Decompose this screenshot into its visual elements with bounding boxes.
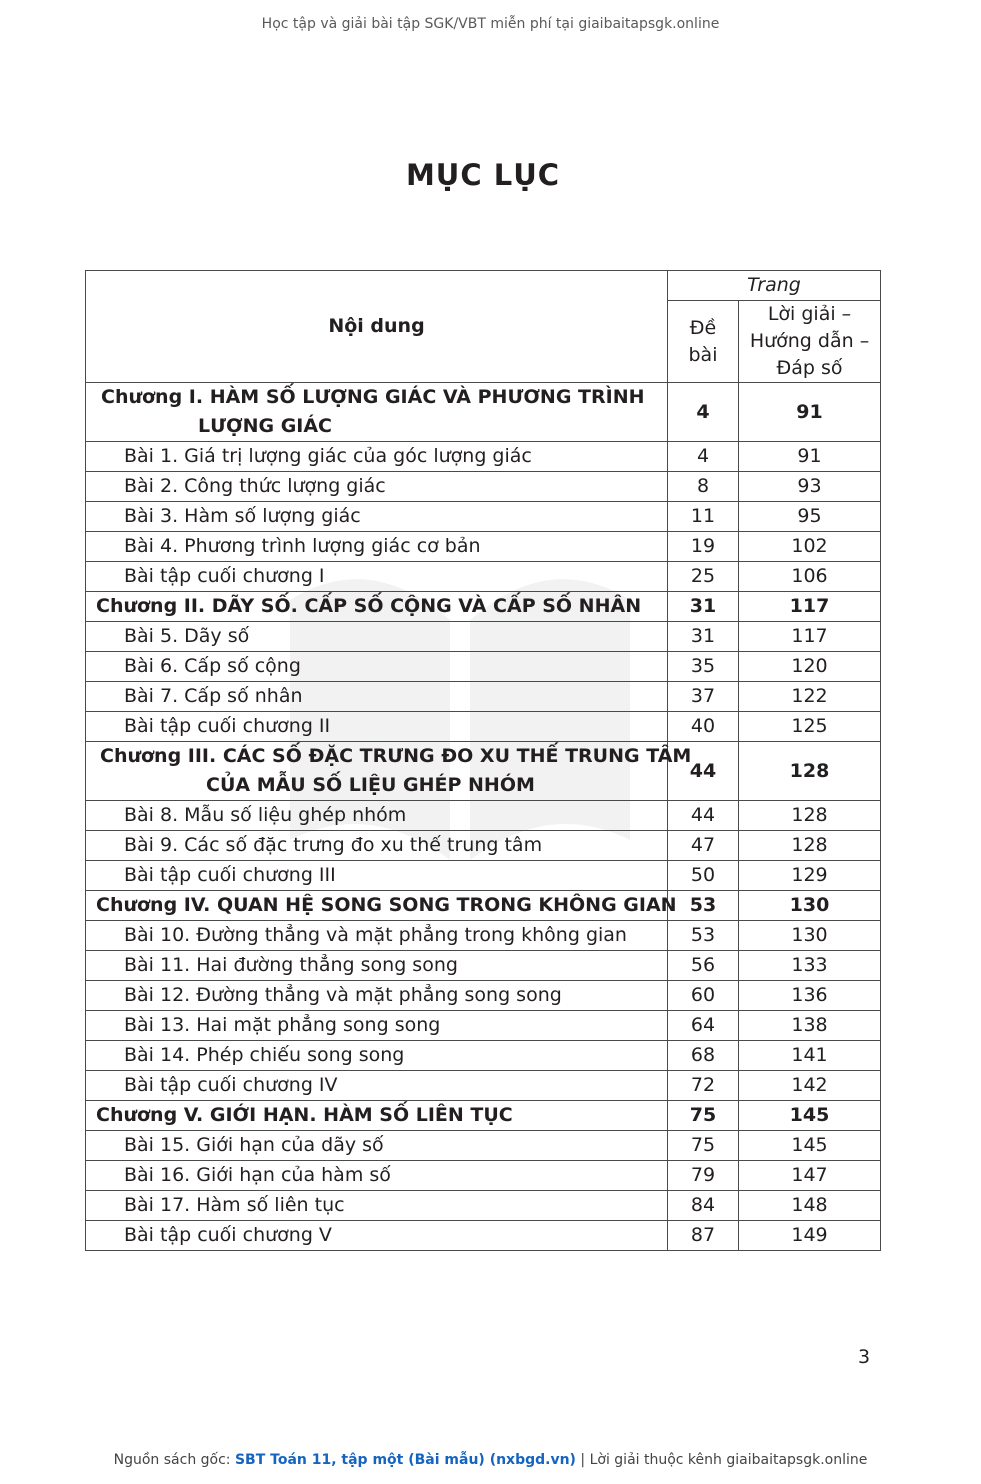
lesson-row xyxy=(86,1071,881,1101)
table-of-contents xyxy=(85,270,881,1251)
page-de-bai: 37 xyxy=(668,682,739,712)
chapter-row xyxy=(86,592,881,622)
lesson-row xyxy=(86,622,881,652)
lesson-row xyxy=(86,1011,881,1041)
chapter-row xyxy=(86,891,881,921)
lesson-title: Bài 1. Giá trị lượng giác của góc lượng giác xyxy=(86,442,668,472)
page-loi-giai: 130 xyxy=(739,921,881,951)
page-loi-giai: 91 xyxy=(739,383,881,442)
chapter-title-line: LƯỢNG GIÁC xyxy=(198,415,333,437)
lesson-row xyxy=(86,712,881,742)
footer-source xyxy=(0,1452,981,1468)
page-loi-giai: 117 xyxy=(739,592,881,622)
lesson-title: Bài tập cuối chương I xyxy=(86,562,668,592)
lesson-row xyxy=(86,442,881,472)
page-de-bai: 75 xyxy=(668,1131,739,1161)
lesson-row xyxy=(86,831,881,861)
page-de-bai: 47 xyxy=(668,831,739,861)
lesson-row xyxy=(86,801,881,831)
lesson-row xyxy=(86,1131,881,1161)
page-loi-giai: 147 xyxy=(739,1161,881,1191)
header-loi-giai-line: Hướng dẫn – xyxy=(749,330,870,352)
chapter-title-line: Chương III. CÁC SỐ ĐẶC TRƯNG ĐO XU THẾ TRUNG TÂM xyxy=(100,745,692,767)
header-loi-giai-line: Lời giải – xyxy=(767,303,852,325)
header-loi-giai xyxy=(739,301,881,383)
page-de-bai: 64 xyxy=(668,1011,739,1041)
lesson-title: Bài 13. Hai mặt phẳng song song xyxy=(86,1011,668,1041)
lesson-title: Bài 10. Đường thẳng và mặt phẳng trong không gian xyxy=(86,921,668,951)
chapter-title-line: CỦA MẪU SỐ LIỆU GHÉP NHÓM xyxy=(206,774,535,796)
lesson-row xyxy=(86,1191,881,1221)
chapter-title: Chương II. DÃY SỐ. CẤP SỐ CỘNG VÀ CẤP SỐ NHÂN xyxy=(86,592,668,622)
lesson-title: Bài 8. Mẫu số liệu ghép nhóm xyxy=(86,801,668,831)
chapter-row xyxy=(86,383,881,442)
lesson-title: Bài 4. Phương trình lượng giác cơ bản xyxy=(86,532,668,562)
lesson-title: Bài 5. Dãy số xyxy=(86,622,668,652)
page-loi-giai: 93 xyxy=(739,472,881,502)
lesson-row xyxy=(86,562,881,592)
chapter-title: Chương V. GIỚI HẠN. HÀM SỐ LIÊN TỤC xyxy=(86,1101,668,1131)
lesson-title: Bài tập cuối chương III xyxy=(86,861,668,891)
lesson-title: Bài 15. Giới hạn của dãy số xyxy=(86,1131,668,1161)
lesson-title: Bài 14. Phép chiếu song song xyxy=(86,1041,668,1071)
lesson-row xyxy=(86,981,881,1011)
page-loi-giai: 142 xyxy=(739,1071,881,1101)
chapter-row xyxy=(86,1101,881,1131)
footer-prefix: Nguồn sách gốc: xyxy=(113,1452,235,1468)
lesson-title: Bài 7. Cấp số nhân xyxy=(86,682,668,712)
page-de-bai: 4 xyxy=(668,442,739,472)
lesson-title: Bài tập cuối chương V xyxy=(86,1221,668,1251)
page-loi-giai: 120 xyxy=(739,652,881,682)
lesson-row xyxy=(86,502,881,532)
page-de-bai: 31 xyxy=(668,592,739,622)
page-loi-giai: 128 xyxy=(739,801,881,831)
lesson-row xyxy=(86,951,881,981)
header-de-bai xyxy=(668,301,739,383)
page-de-bai: 44 xyxy=(668,801,739,831)
header-trang: Trang xyxy=(668,271,881,301)
lesson-title: Bài tập cuối chương II xyxy=(86,712,668,742)
chapter-title xyxy=(86,742,692,801)
page-loi-giai: 145 xyxy=(739,1101,881,1131)
page-de-bai: 60 xyxy=(668,981,739,1011)
page-loi-giai: 149 xyxy=(739,1221,881,1251)
page-de-bai: 56 xyxy=(668,951,739,981)
page-loi-giai: 95 xyxy=(739,502,881,532)
page-de-bai: 44 xyxy=(668,742,739,801)
page-de-bai: 50 xyxy=(668,861,739,891)
lesson-title: Bài 6. Cấp số cộng xyxy=(86,652,668,682)
page-de-bai: 31 xyxy=(668,622,739,652)
lesson-title: Bài 3. Hàm số lượng giác xyxy=(86,502,668,532)
lesson-title: Bài 16. Giới hạn của hàm số xyxy=(86,1161,668,1191)
lesson-row xyxy=(86,861,881,891)
lesson-title: Bài 11. Hai đường thẳng song song xyxy=(86,951,668,981)
page-de-bai: 11 xyxy=(668,502,739,532)
page-loi-giai: 129 xyxy=(739,861,881,891)
page-de-bai: 35 xyxy=(668,652,739,682)
lesson-row xyxy=(86,1041,881,1071)
page-de-bai: 84 xyxy=(668,1191,739,1221)
lesson-row xyxy=(86,921,881,951)
page-de-bai: 19 xyxy=(668,532,739,562)
lesson-title: Bài 9. Các số đặc trưng đo xu thế trung tâm xyxy=(86,831,668,861)
page-loi-giai: 138 xyxy=(739,1011,881,1041)
page-title: MỤC LỤC xyxy=(405,158,561,192)
page-de-bai: 79 xyxy=(668,1161,739,1191)
page-loi-giai: 122 xyxy=(739,682,881,712)
page-de-bai: 40 xyxy=(668,712,739,742)
page-de-bai: 68 xyxy=(668,1041,739,1071)
page-de-bai: 8 xyxy=(668,472,739,502)
page-loi-giai: 125 xyxy=(739,712,881,742)
page-number: 3 xyxy=(858,1346,871,1368)
page-de-bai: 4 xyxy=(668,383,739,442)
page-loi-giai: 128 xyxy=(739,831,881,861)
chapter-title xyxy=(86,383,668,442)
page-loi-giai: 136 xyxy=(739,981,881,1011)
header-de-bai-line: bài xyxy=(688,343,718,366)
lesson-title: Bài 12. Đường thẳng và mặt phẳng song song xyxy=(86,981,668,1011)
lesson-row xyxy=(86,652,881,682)
page-loi-giai: 133 xyxy=(739,951,881,981)
chapter-title-line: Chương I. HÀM SỐ LƯỢNG GIÁC VÀ PHƯƠNG TRÌNH xyxy=(101,386,645,408)
page-loi-giai: 141 xyxy=(739,1041,881,1071)
page-loi-giai: 102 xyxy=(739,532,881,562)
lesson-title: Bài 2. Công thức lượng giác xyxy=(86,472,668,502)
chapter-title: Chương IV. QUAN HỆ SONG SONG TRONG KHÔNG GIAN xyxy=(86,891,668,921)
page-loi-giai: 148 xyxy=(739,1191,881,1221)
page-loi-giai: 117 xyxy=(739,622,881,652)
page-loi-giai: 91 xyxy=(739,442,881,472)
page-de-bai: 87 xyxy=(668,1221,739,1251)
header-note: Học tập và giải bài tập SGK/VBT miễn phí tại giaibaitapsgk.online xyxy=(261,16,720,32)
lesson-row xyxy=(86,682,881,712)
page-de-bai: 25 xyxy=(668,562,739,592)
lesson-title: Bài 17. Hàm số liên tục xyxy=(86,1191,668,1221)
header-loi-giai-line: Đáp số xyxy=(776,357,843,379)
header-content: Nội dung xyxy=(86,271,668,383)
page-loi-giai: 128 xyxy=(739,742,881,801)
page-loi-giai: 106 xyxy=(739,562,881,592)
page-loi-giai: 145 xyxy=(739,1131,881,1161)
page-de-bai: 72 xyxy=(668,1071,739,1101)
page-de-bai: 75 xyxy=(668,1101,739,1131)
lesson-row xyxy=(86,1161,881,1191)
lesson-row xyxy=(86,472,881,502)
chapter-row xyxy=(86,742,881,801)
lesson-row xyxy=(86,532,881,562)
lesson-row xyxy=(86,1221,881,1251)
page-loi-giai: 130 xyxy=(739,891,881,921)
header-de-bai-line: Đề xyxy=(689,316,717,339)
footer-source-link[interactable]: SBT Toán 11, tập một (Bài mẫu) (nxbgd.vn) xyxy=(234,1452,576,1468)
table-header-row xyxy=(86,271,881,301)
footer-suffix: | Lời giải thuộc kênh giaibaitapsgk.online xyxy=(575,1452,868,1468)
page-de-bai: 53 xyxy=(668,921,739,951)
lesson-title: Bài tập cuối chương IV xyxy=(86,1071,668,1101)
page-de-bai: 53 xyxy=(668,891,739,921)
